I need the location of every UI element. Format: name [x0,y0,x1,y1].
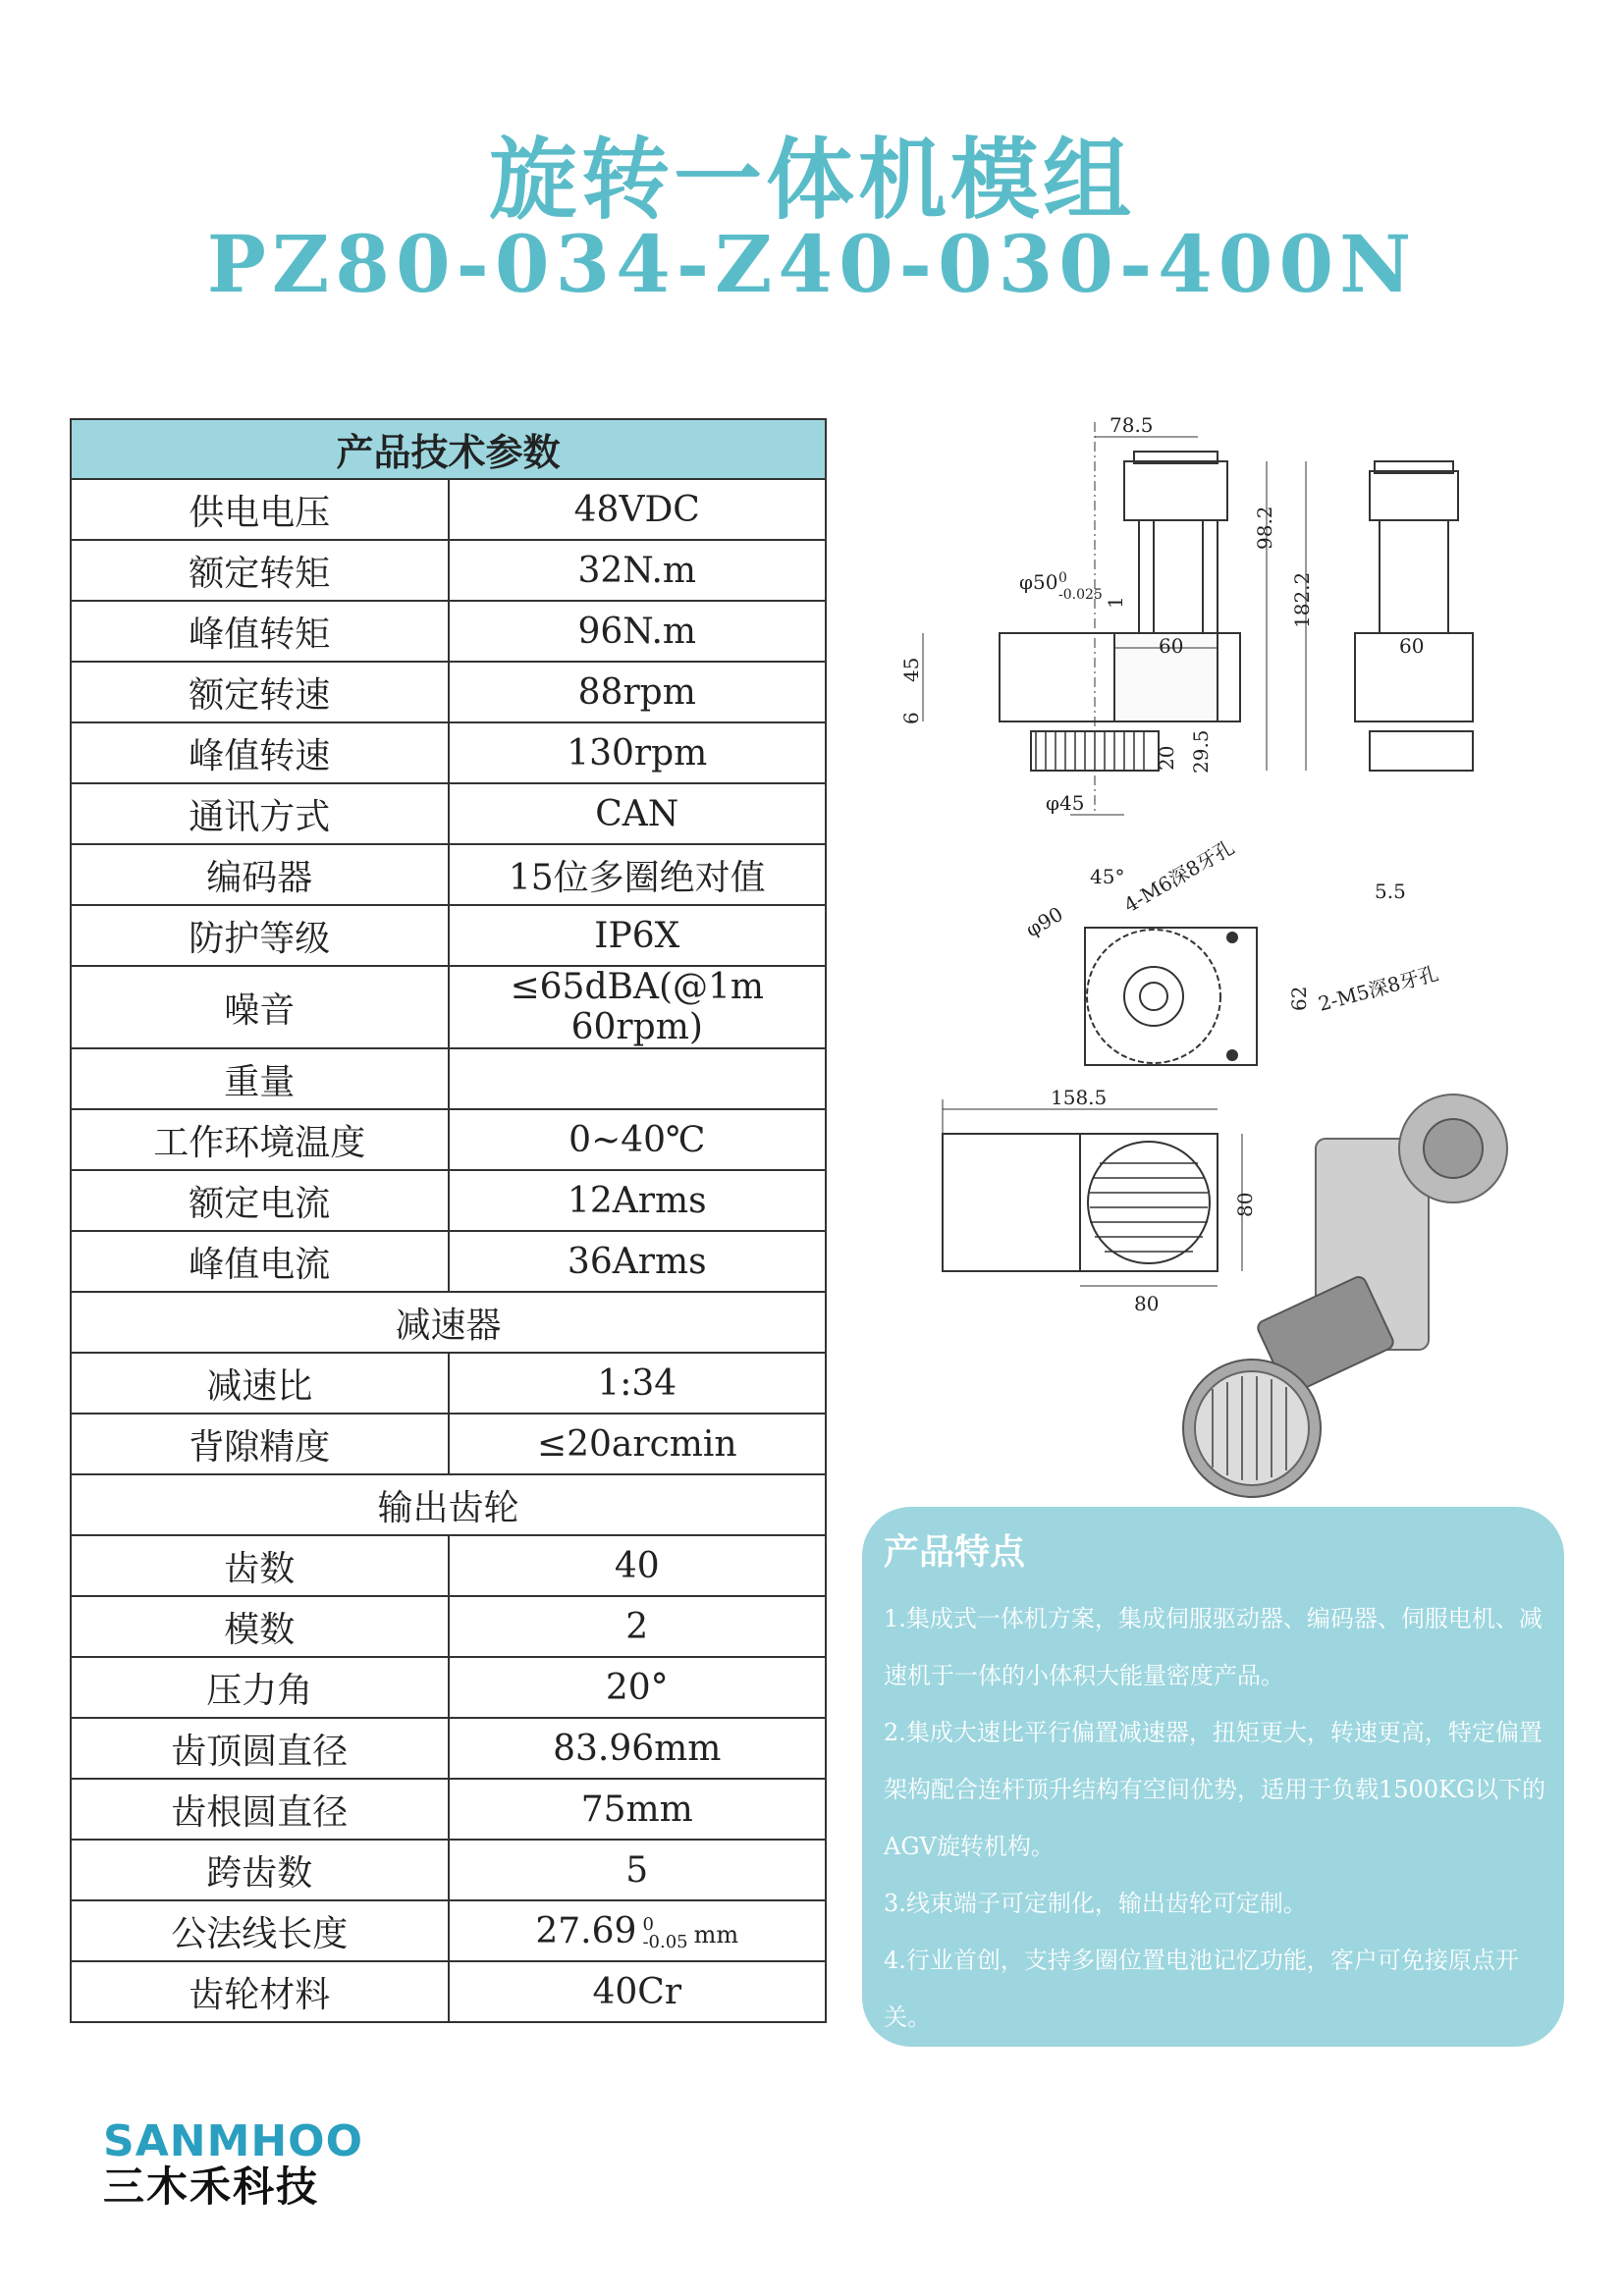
table-row [71,1231,826,1292]
param-value: 2 [449,1596,827,1657]
table-row [71,1109,826,1170]
table-row [71,601,826,662]
dimension-label: 20 [1155,745,1178,771]
top-view [1085,928,1257,1065]
table-row [71,1048,826,1109]
tolerance-lower: -0.05 [642,1931,688,1952]
dimension-label: 60 [1399,634,1425,658]
param-name: 噪音 [71,966,449,1048]
table-row [71,722,826,783]
company-logo [103,2116,363,2211]
param-name: 齿数 [71,1535,449,1596]
dimension-label: 62 [1287,986,1311,1011]
param-name: 额定转速 [71,662,449,722]
param-value: 40Cr [449,1961,827,2022]
bottom-view-fins [1090,1163,1208,1252]
table-row [71,783,826,844]
end-view [1355,461,1473,771]
table-row [71,1840,826,1900]
table-row [71,1779,826,1840]
dimension-label: 5.5 [1375,880,1406,903]
param-name: 齿轮材料 [71,1961,449,2022]
tolerance [642,1913,688,1952]
table-row [71,1170,826,1231]
param-value: 5 [449,1840,827,1900]
table-row [71,844,826,905]
dimension-label: 45° [1090,865,1125,888]
param-name: 公法线长度 [71,1900,449,1961]
param-value: 48VDC [449,479,827,540]
dimension-label: 1 [1104,596,1127,609]
feature-item: 4.行业首创，支持多圈位置电池记忆功能，客户可免接原点开关。 [884,1947,1519,2031]
dimension-label: 78.5 [1110,413,1154,437]
param-name: 重量 [71,1048,449,1109]
features-list [884,1590,1551,2046]
section-row [71,1474,826,1535]
reducer-section-header: 减速器 [71,1292,826,1353]
gear-section-header: 输出齿轮 [71,1474,826,1535]
param-value: IP6X [449,905,827,966]
dimension-label: 0 [1058,570,1067,586]
dimension-label: 60 [1159,634,1184,658]
model-number: PZ80-034-Z40-030-400N [206,218,1418,310]
dimension-label: 80 [1233,1192,1257,1217]
param-value: 20° [449,1657,827,1718]
side-view-dimensions [899,413,1314,815]
param-name: 跨齿数 [71,1840,449,1900]
param-value: 0~40℃ [449,1109,827,1170]
span-length-value: 27.69 [535,1910,637,1951]
param-value: CAN [449,783,827,844]
param-name: 背隙精度 [71,1414,449,1474]
logo-chinese: 三木禾科技 [103,2163,320,2211]
feature-item: 3.线束端子可定制化，输出齿轮可定制。 [884,1890,1307,1917]
side-view [923,422,1306,815]
dimension-label: -0.025 [1058,587,1103,603]
param-value: 15位多圈绝对值 [449,844,827,905]
dimension-label: φ50 [1019,570,1058,594]
param-name: 峰值转矩 [71,601,449,662]
param-value: 1:34 [449,1353,827,1414]
spec-table [70,418,827,2023]
param-name: 编码器 [71,844,449,905]
param-value: ≤65dBA(@1m 60rpm) [449,966,827,1048]
param-name: 减速比 [71,1353,449,1414]
param-name: 压力角 [71,1657,449,1718]
param-name: 齿顶圆直径 [71,1718,449,1779]
param-name: 峰值电流 [71,1231,449,1292]
param-name: 额定电流 [71,1170,449,1231]
dimension-label: φ90 [1021,901,1067,942]
table-row [71,1414,826,1474]
dimension-label: 29.5 [1189,729,1213,774]
table-row [71,479,826,540]
spec-header: 产品技术参数 [71,419,826,479]
param-value [449,1048,827,1109]
param-value: 12Arms [449,1170,827,1231]
param-name: 防护等级 [71,905,449,966]
table-row [71,1535,826,1596]
features-title: 产品特点 [884,1532,1026,1573]
feature-item: 2.集成大速比平行偏置减速器，扭矩更大，转速更高，特定偏置架构配合连杆顶升结构有空间优势，适用于负载1500KG以下的AGV旋转机构。 [884,1719,1546,1860]
param-value: 83.96mm [449,1718,827,1779]
section-row [71,1292,826,1353]
tolerance-upper: 0 [642,1913,654,1935]
table-row [71,662,826,722]
dimension-label: 6 [899,712,923,724]
param-value: 88rpm [449,662,827,722]
dimension-label: 98.2 [1253,506,1276,550]
param-name: 模数 [71,1596,449,1657]
param-value: 32N.m [449,540,827,601]
dimension-label: φ45 [1046,791,1085,815]
dimension-label: 80 [1134,1292,1160,1315]
product-title: 旋转一体机模组 [489,129,1135,232]
table-row [71,1961,826,2022]
param-value: ≤20arcmin [449,1414,827,1474]
bottom-view-dimensions [1051,1086,1257,1315]
param-value: 96N.m [449,601,827,662]
technical-drawing [884,402,1571,1512]
param-name: 通讯方式 [71,783,449,844]
table-row [71,1718,826,1779]
logo-english: SANMHOO [103,2116,363,2166]
dimension-label: 2-M5深8牙孔 [1316,961,1441,1016]
param-name: 供电电压 [71,479,449,540]
dimension-label: 45 [899,657,923,682]
param-value: 36Arms [449,1231,827,1292]
table-row [71,540,826,601]
table-row [71,1353,826,1414]
dimension-label: 182.2 [1290,571,1314,628]
param-value: 40 [449,1535,827,1596]
feature-item: 1.集成式一体机方案，集成伺服驱动器、编码器、伺服电机、减速机于一体的小体积大能量密度产品。 [884,1605,1543,1689]
table-row [71,1596,826,1657]
table-row [71,966,826,1048]
param-value: 75mm [449,1779,827,1840]
dimension-label: 4-M6深8牙孔 [1119,834,1239,918]
table-row [71,905,826,966]
param-value: 130rpm [449,722,827,783]
table-row [71,1900,826,1961]
param-name: 峰值转速 [71,722,449,783]
dimension-label: 158.5 [1051,1086,1108,1109]
features-panel [862,1507,1564,2047]
unit: mm [693,1920,739,1949]
table-row [71,1657,826,1718]
param-value [449,1900,827,1961]
param-name: 额定转矩 [71,540,449,601]
product-render-image [1183,1095,1507,1497]
param-name: 工作环境温度 [71,1109,449,1170]
param-name: 齿根圆直径 [71,1779,449,1840]
